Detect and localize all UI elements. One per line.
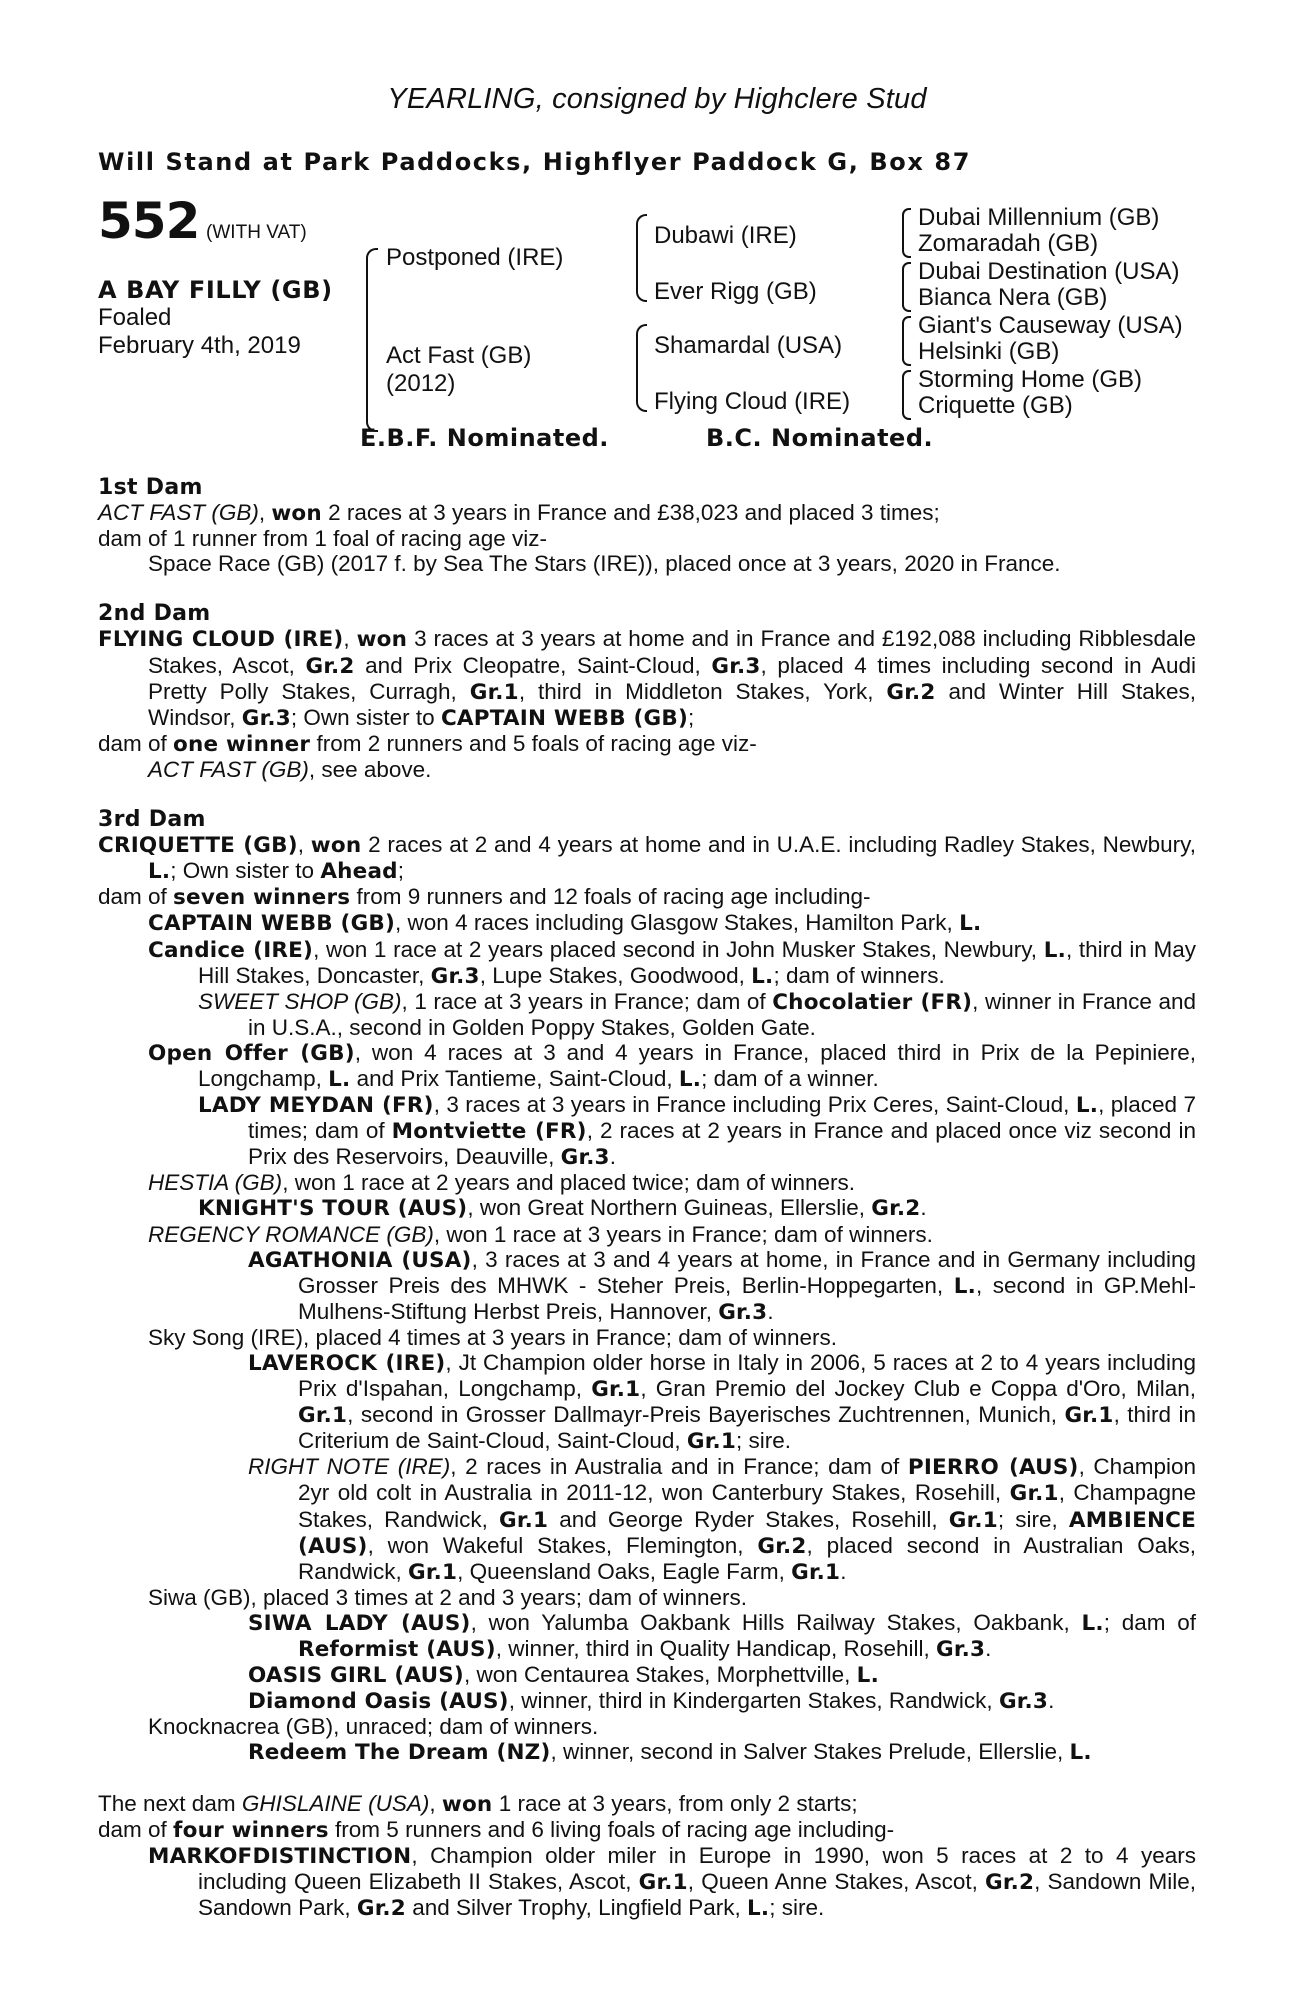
lot-heading [98, 192, 307, 250]
ggp-2: Zomaradah (GB) [918, 230, 1099, 257]
dam-parents-bracket [636, 324, 647, 412]
sire-sire: Dubawi (IRE) [654, 222, 797, 249]
produce-entry: Space Race (GB) (2017 f. by Sea The Stars (IRE)), placed once at 3 years, 2020 in France. [148, 551, 1061, 577]
foaled-date: February 4th, 2019 [98, 332, 301, 359]
first-dam-record: ACT FAST (GB), won 2 races at 3 years in France and £38,023 and placed 3 times; [98, 500, 940, 527]
next-dam-section: The next dam GHISLAINE (USA), won 1 race at 3 years, from only 2 starts; dam of four winners from 5 runners and 6 living foals of racing age including- MARKOFDISTINCTION, Champion older miler in Europe in 1990, won 5 races at 2 to 4 years including Queen Elizabeth II Stakes, Ascot, Gr.1, Queen Anne Stakes, Ascot, Gr.2, Sandown Mile, Sandown Park, Gr.2 and Silver Trophy, Lingfield Park, L.; sire. [98, 1790, 1197, 1921]
ggp-3: Dubai Destination (USA) [918, 258, 1180, 285]
sire-dam-bracket [366, 248, 378, 432]
sire-parents-bracket [636, 214, 647, 302]
ggp-5: Giant's Causeway (USA) [918, 312, 1183, 339]
dam-dam: Flying Cloud (IRE) [654, 388, 851, 415]
ebf-nomination: E.B.F. Nominated. [360, 424, 609, 452]
ggp-8: Criquette (GB) [918, 392, 1073, 419]
consignor-line: YEARLING, consigned by Highclere Stud [387, 83, 927, 115]
first-dam-section: 1st Dam ACT FAST (GB), won 2 races at 3 years in France and £38,023 and placed 3 times; dam of 1 runner from 1 foal of racing age viz- Space Race (GB) (2017 f. by Sea The Stars (IRE)), placed once at 3 years, 2020 in France. [98, 475, 1196, 576]
ggp-6: Helsinki (GB) [918, 338, 1060, 365]
third-dam-heading: 3rd Dam [98, 807, 206, 833]
second-dam-record: FLYING CLOUD (IRE), won 3 races at 3 years at home and in France and £192,088 including Ribblesdale Stakes, Ascot, Gr.2 and Prix Cleopatre, Saint-Cloud, Gr.3, placed 4 times including second in Audi Pretty Polly Stakes, Curragh, Gr.1, third in Middleton Stakes, York, Gr.2 and Winter Hill Stakes, Windsor, Gr.3; Own sister to CAPTAIN WEBB (GB); [98, 626, 1197, 731]
foaled-label: Foaled [98, 304, 172, 331]
ggp-1: Dubai Millennium (GB) [918, 204, 1160, 231]
ggp-bracket-1 [902, 208, 911, 258]
stabling-line: Will Stand at Park Paddocks, Highflyer Paddock G, Box 87 [98, 148, 972, 176]
first-dam-heading: 1st Dam [98, 475, 203, 500]
dam-year: (2012) [386, 370, 456, 397]
produce-record [98, 475, 1196, 1921]
horse-name: A BAY FILLY (GB) [98, 276, 333, 304]
lot-vat: (WITH VAT) [206, 222, 307, 243]
second-dam-heading: 2nd Dam [98, 601, 211, 627]
ggp-bracket-4 [902, 370, 911, 420]
bc-nomination: B.C. Nominated. [706, 424, 934, 452]
sire-dam: Ever Rigg (GB) [654, 278, 817, 305]
sire: Postponed (IRE) [386, 244, 564, 271]
third-dam-record: CRIQUETTE (GB), won 2 races at 2 and 4 years at home and in U.A.E. including Radley Stakes, Newbury, L.; Own sister to Ahead; [98, 832, 1196, 885]
dam: Act Fast (GB) [386, 342, 532, 369]
ggp-bracket-3 [902, 316, 911, 366]
dam-sire: Shamardal (USA) [654, 332, 843, 359]
second-dam-section: 2nd Dam FLYING CLOUD (IRE), won 3 races at 3 years at home and in France and £192,088 including Ribblesdale Stakes, Ascot, Gr.2 and Prix Cleopatre, Saint-Cloud, Gr.3, placed 4 times including second in Audi Pretty Polly Stakes, Curragh, Gr.1, third in Middleton Stakes, York, Gr.2 and Winter Hill Stakes, Windsor, Gr.3; Own sister to CAPTAIN WEBB (GB); dam of one winner from 2 runners and 5 foals of racing age viz- ACT FAST (GB), see above. [98, 601, 1197, 782]
lot-number: 552 [98, 192, 200, 250]
third-dam-section: 3rd Dam CRIQUETTE (GB), won 2 races at 2 and 4 years at home and in U.A.E. including Radley Stakes, Newbury, L.; Own sister to Ahead; dam of seven winners from 9 runners and 12 foals of racing age including- CAPTAIN WEBB (GB), won 4 races including Glasgow Stakes, Hamilton Park, L. Candice (IRE), won 1 race at 2 years placed second in John Musker Stakes, Newbury, L., third in May Hill Stakes, Doncaster, Gr.3, Lupe Stakes, Goodwood, L.; dam of winners. SWEET SHOP (GB), 1 race at 3 years in France; dam of Chocolatier (FR), winner in France and in U.S.A., second in Golden Poppy Stakes, Golden Gate. Open Offer (GB), won 4 races at 3 and 4 years in France, placed third in Prix de la Pepiniere, Longchamp, L. and Prix Tantieme, Saint-Cloud, L.; dam of a winner. LADY MEYDAN (FR), 3 races at 3 years in France including Prix Ceres, Saint-Cloud, L., placed 7 times; dam of Montviette (FR), 2 races at 2 years in France and placed once viz second in Prix des Reservoirs, Deauville, Gr.3. HESTIA (GB), won 1 race at 2 years and placed twice; dam of winners. KNIGHT'S TOUR (AUS), won Great Northern Guineas, Ellerslie, Gr.2. REGENCY ROMANCE (GB), won 1 race at 3 years in France; dam of winners. AGATHONIA (USA), 3 races at 3 and 4 years at home, in France and in Germany including Grosser Preis des MHWK - Steher Preis, Berlin-Hoppegarten, L., second in GP.Mehl-Mulhens-Stiftung Herbst Preis, Hannover, Gr.3. Sky Song (IRE), placed 4 times at 3 years in France; dam of winners. LAVEROCK (IRE), Jt Champion older horse in Italy in 2006, 5 races at 2 to 4 years including Prix d'Ispahan, Longchamp, Gr.1, Gran Premio del Jockey Club e Coppa d'Oro, Milan, Gr.1, second in Grosser Dallmayr-Preis Bayerisches Zuchtrennen, Munich, Gr.1, third in Criterium de Saint-Cloud, Saint-Cloud, Gr.1; sire. RIGHT NOTE (IRE), 2 races in Australia and in France; dam of PIERRO (AUS), Champion 2yr old colt in Australia in 2011-12, won Canterbury Stakes, Rosehill, Gr.1, Champagne Stakes, Randwick, Gr.1 and George Ryder Stakes, Rosehill, Gr.1; sire, AMBIENCE (AUS), won Wakeful Stakes, Flemington, Gr.2, placed second in Australian Oaks, Randwick, Gr.1, Queensland Oaks, Eagle Farm, Gr.1. Siwa (GB), placed 3 times at 2 and 3 years; dam of winners. SIWA LADY (AUS), won Yalumba Oakbank Hills Railway Stakes, Oakbank, L.; dam of Reformist (AUS), winner, third in Quality Handicap, Rosehill, Gr.3. OASIS GIRL (AUS), won Centaurea Stakes, Morphettville, L. Diamond Oasis (AUS), winner, third in Kindergarten Stakes, Randwick, Gr.3. Knocknacrea (GB), unraced; dam of winners. Redeem The Dream (NZ), winner, second in Salver Stakes Prelude, Ellerslie, L. [98, 807, 1197, 1766]
ggp-7: Storming Home (GB) [918, 366, 1143, 393]
pedigree-block [0, 192, 1314, 460]
ggp-bracket-2 [902, 262, 911, 312]
ggp-4: Bianca Nera (GB) [918, 284, 1108, 311]
